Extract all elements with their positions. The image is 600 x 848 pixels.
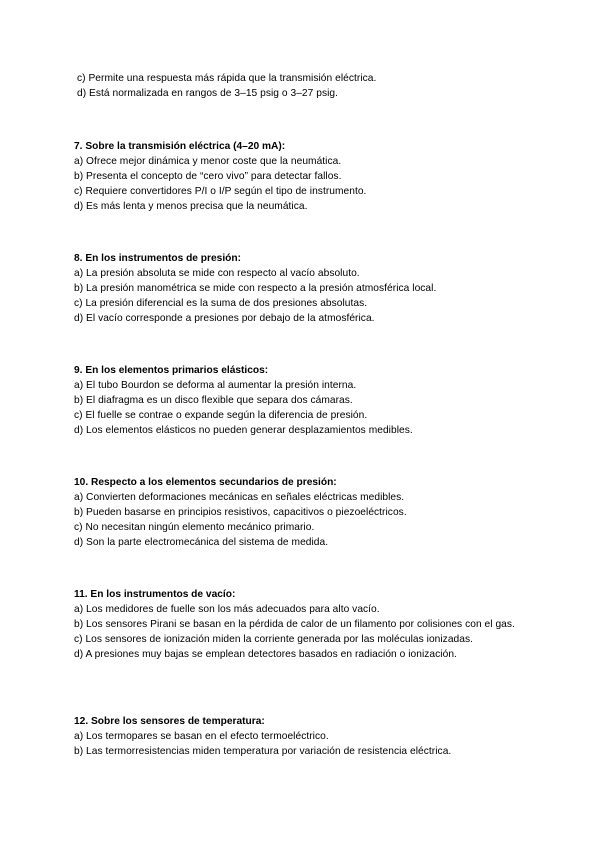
question-9 <box>74 363 534 438</box>
option-a: a) La presión absoluta se mide con respecto al vacío absoluto. <box>74 268 360 279</box>
question-heading: 8. En los instrumentos de presión: <box>74 253 241 264</box>
question-heading: 12. Sobre los sensores de temperatura: <box>74 716 265 727</box>
option-d: d) Está normalizada en rangos de 3–15 psig o 3–27 psig. <box>77 88 339 99</box>
question-11 <box>74 587 530 662</box>
option-a: a) Convierten deformaciones mecánicas en señales eléctricas medibles. <box>74 492 405 503</box>
option-b: b) El diafragma es un disco flexible que separa dos cámaras. <box>74 395 353 406</box>
question-heading: 10. Respecto a los elementos secundarios de presión: <box>74 477 337 488</box>
option-b: b) Pueden basarse en principios resistivos, capacitivos o piezoeléctricos. <box>74 507 407 518</box>
question-12 <box>74 714 534 759</box>
question-6-tail <box>74 71 534 101</box>
option-a: a) Ofrece mejor dinámica y menor coste que la neumática. <box>74 156 342 167</box>
option-c: c) No necesitan ningún elemento mecánico primario. <box>74 522 315 533</box>
option-c: c) La presión diferencial es la suma de dos presiones absolutas. <box>74 298 368 309</box>
question-7 <box>74 139 534 214</box>
option-a: a) Los termopares se basan en el efecto termoeléctrico. <box>74 731 329 742</box>
question-8 <box>74 251 534 326</box>
option-c: c) Los sensores de ionización miden la corriente generada por las moléculas ionizadas. <box>74 634 473 645</box>
option-b: b) Las termorresistencias miden temperatura por variación de resistencia eléctrica. <box>74 746 452 757</box>
option-b: b) La presión manométrica se mide con respecto a la presión atmosférica local. <box>74 283 437 294</box>
option-d: d) A presiones muy bajas se emplean detectores basados en radiación o ionización. <box>74 649 457 660</box>
option-d: d) Es más lenta y menos precisa que la neumática. <box>74 201 308 212</box>
option-c: c) El fuelle se contrae o expande según la diferencia de presión. <box>74 410 368 421</box>
option-b: b) Los sensores Pirani se basan en la pérdida de calor de un filamento por colisiones con el gas. <box>74 619 515 630</box>
option-d: d) El vacío corresponde a presiones por debajo de la atmosférica. <box>74 313 375 324</box>
option-c: c) Requiere convertidores P/I o I/P según el tipo de instrumento. <box>74 186 367 197</box>
option-b: b) Presenta el concepto de “cero vivo” para detectar fallos. <box>74 171 342 182</box>
option-d: d) Son la parte electromecánica del sistema de medida. <box>74 537 329 548</box>
question-heading: 11. En los instrumentos de vacío: <box>74 589 236 600</box>
option-c: c) Permite una respuesta más rápida que la transmisión eléctrica. <box>77 73 377 84</box>
question-heading: 9. En los elementos primarios elásticos: <box>74 365 269 376</box>
option-a: a) El tubo Bourdon se deforma al aumentar la presión interna. <box>74 380 357 391</box>
question-10 <box>74 475 534 550</box>
question-heading: 7. Sobre la transmisión eléctrica (4–20 mA): <box>74 141 286 152</box>
option-a: a) Los medidores de fuelle son los más adecuados para alto vacío. <box>74 604 380 615</box>
option-d: d) Los elementos elásticos no pueden generar desplazamientos medibles. <box>74 425 413 436</box>
